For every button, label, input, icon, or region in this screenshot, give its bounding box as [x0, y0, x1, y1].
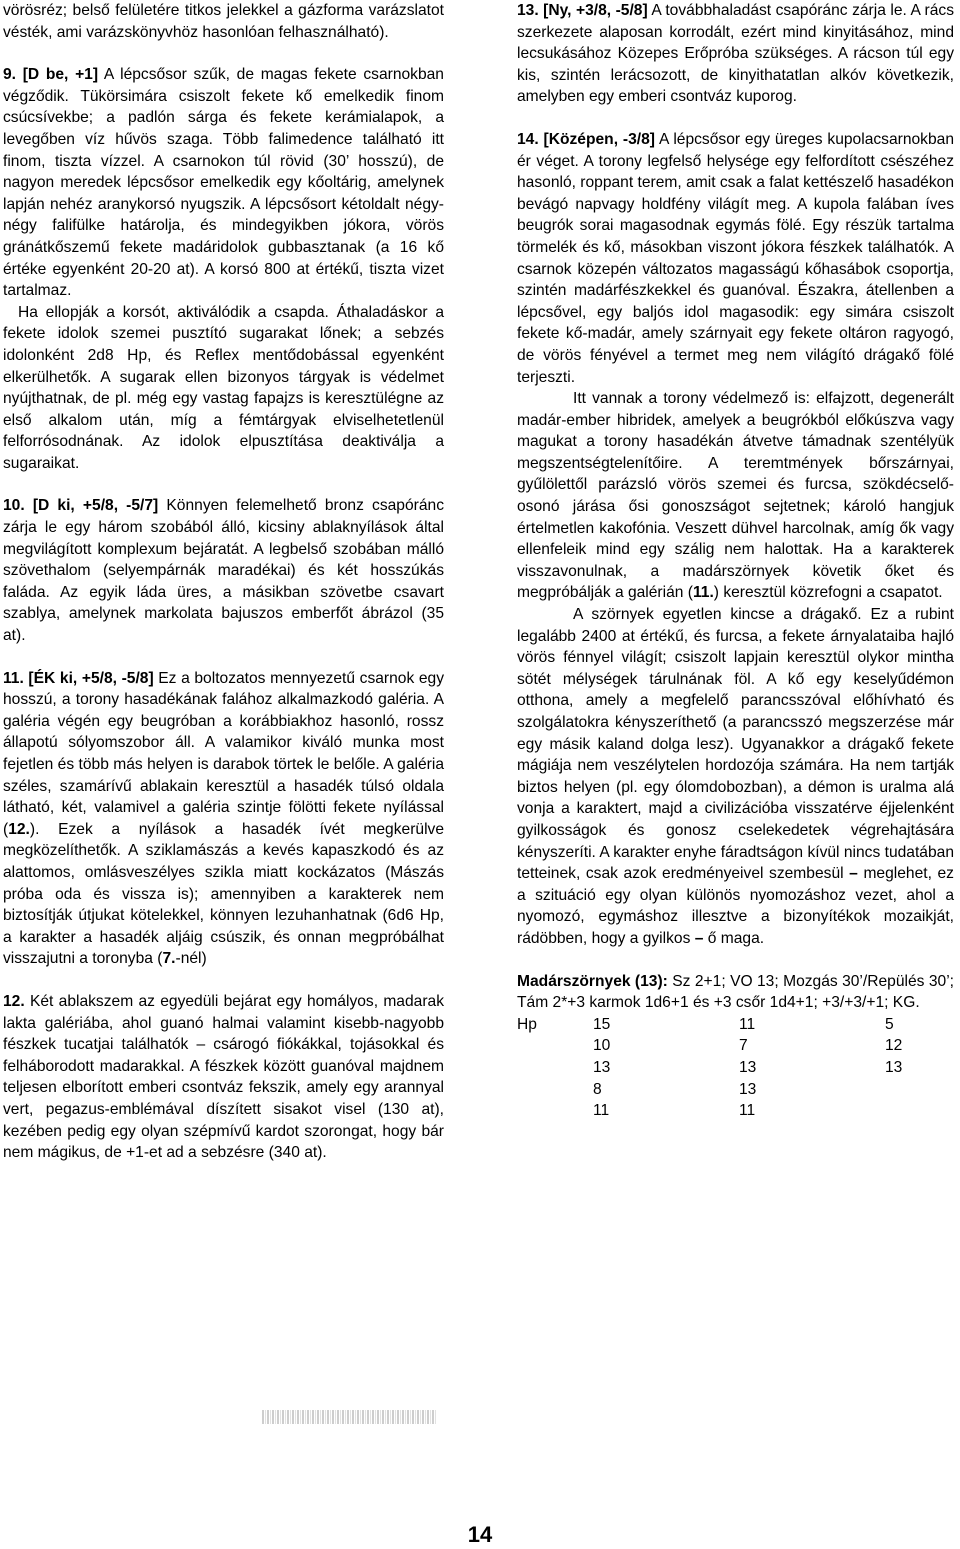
room-14-text: A lépcsősor egy üreges kupolacsarnokban ér véget. A torony legfelső helysége egy felfordított csészéhez hasonló, roppant terem, amit csak a falat kettészelő hasadékon bevágó napvagy holdfény világít meg. A kupola falában íves beugrók sorai magasodnak egymás fölé. Egy részük tartalma törmelék és kő, másokban viszont jókora fészkek találhatók. A csarnok közepén változatos magasságú kőhasábok csoportja, szintén madárfészkekkel és guanóval. Északra, átellenben a lépcsővel, egy baljós idol magasodik: egy simára csiszolt fekete kő-madár, amely szárnyait egy fekete oltáron ragyogó, de vörös fényével a termet meg nem világító drágakő fölé terjeszti. — [517, 130, 954, 386]
hp-cell: 11 — [739, 1102, 756, 1120]
hp-cell: 11 — [739, 1015, 756, 1033]
room-13-text: A továbbhaladást csapóránc zárja le. A rács szerkezete alaposan korrodált, ezért mind kinyitásához, mind lecsukásához Közepes Erőpróba szükséges. A rácson túl egy kis, szintén lerácsozott, de kinyithatatlan alkóv következik, amelyben egy emberi csontváz kuporog. — [517, 2, 954, 106]
room-12-paragraph — [3, 991, 444, 1164]
room-12-heading: 12. — [3, 992, 25, 1010]
hp-label: Hp — [517, 1015, 537, 1033]
hp-row — [517, 1057, 945, 1079]
room-9-trap-paragraph — [3, 302, 444, 475]
room-9-heading: 9. [D be, +1] — [3, 66, 99, 84]
room-10-text: Könnyen felemelhető bronz csapóránc zárja le egy három szobából álló, kicsiny ablaknyílások által megvilágított komplexum bejáratát. A legbelső szobában málló szövethalom (selyempárnák maradékai) és két hosszúkás faláda. Az egyik láda üres, a másikban szövetbe csavart szablya, amelynek markolata bajuszos emberfőt ábrázol (35 at). — [3, 497, 444, 645]
hp-row — [517, 1014, 945, 1036]
room-14-treasure-paragraph — [517, 604, 954, 950]
intro-paragraph — [3, 0, 444, 43]
page-number: 14 — [467, 1522, 493, 1547]
room-11-text-a: Ez a boltozatos mennyezetű csarnok egy hosszú, a torony hasadékának falához alkalmazkodó galéria. A galéria végén egy beugróban a korábbiakhoz hasonló, rossz állapotú sólyomszobor áll. A valamikor kiváló munka most fejetlen és több más helyen is darabok törtek le belőle. A galéria széles, szamárívű ablakain keresztül a hasadék túlsó oldala látható, két, valamivel a galéria szintje fölötti fekete nyílással ( — [3, 669, 444, 838]
room-13-heading: 13. [Ny, +3/8, -5/8] — [517, 2, 648, 19]
room-11-text-b: ). Ezek a nyílások a hasadék ívét megkerülve megközelíthetők. A sziklamászás a kevés kapaszkodó és az alattomos, omlásveszélyes szikla miatt kockázatos (Mászás próba oda és vissza is); amennyiben a karakterek nem biztosítják útjukat kötelekkel, könnyen lezuhanhatnak (6d6 Hp, a karakter a hasadék aljáig csúszik, és onnan megpróbálhat visszajutni a toronyba ( — [3, 820, 444, 968]
room-14-defenders-paragraph — [517, 388, 954, 604]
hp-row — [517, 1079, 945, 1101]
room-9-trap-text: Ha ellopják a korsót, aktiválódik a csapda. Áthaladáskor a fekete idolok szemei pusztító sugarakat lőnek; a sebzés idolonként 2d8 Hp, és Reflex mentődobással egyenként elkerülhetők. A sugarak ellen bizonyos tárgyak is védelmet nyújthatnak, de pl. még egy vastag fapajzs is keresztülégne az első alkalom után, míg a fémtárgyak elviselhetetlenül felforrósodnának. Az idolok elpusztítása deaktiválja a sugaraikat. — [3, 303, 444, 472]
room-11-ref-7: 7. — [162, 950, 176, 968]
intro-text: vörösréz; belső felületére titkos jelekkel a gázforma varázslatot vésték, ami varázskönyvhöz hasonlóan felhasználható). — [3, 2, 444, 41]
room-14-defenders-text-a: Itt vannak a torony védelmező is: elfajzott, degenerált madár-ember hibridek, amelyek a beugrókból előkúszva vagy magukat a torony hasadékán átvetve támadnak szentélyük megszentségtelenítőire. A teremtmények bőrszárnyai, gyűlölettől parázsló vörös szemei és furcsa, szökdécselő-osonó járása ősi gonoszságot sejtetnek; károló hangjuk értelmetlen kakofónia. Veszett dühvel harcolnak, amíg ők vagy ellenfeleik mind egy szálig nem halottak. Ha a karakterek visszavonulnak, a madárszörnyek követik őket és megpróbálják a galérián ( — [517, 390, 954, 602]
room-14-treasure-text-b: meglehet, ez a szituáció egy olyan különös nyomozáshoz vezet, ahol a nyomozó, egymáshoz illesztve a bizonyítékok mozaikját, rádöbben, hogy a gyilkos — [517, 865, 954, 947]
hp-cell: 13 — [885, 1058, 903, 1076]
hp-cell: 5 — [885, 1015, 894, 1033]
room-11-heading: 11. [ÉK ki, +5/8, -5/8] — [3, 669, 154, 687]
monster-stats: Sz 2+1; VO 13; Mozgás 30’/Repülés 30’; Tám 2*+3 karmok 1d6+1 és +3 csőr 1d4+1; +3/+3/+1; KG. — [517, 972, 954, 1012]
room-10-heading: 10. [D ki, +5/8, -5/7] — [3, 497, 159, 515]
monster-stat-line — [517, 971, 954, 1014]
room-14-dash-1: – — [849, 865, 858, 883]
hp-cell: 13 — [739, 1058, 757, 1076]
room-14-heading: 14. [Középen, -3/8] — [517, 130, 655, 148]
room-10-paragraph — [3, 495, 444, 646]
room-9-text: A lépcsősor szűk, de magas fekete csarnokban végződik. Tükörsimára csiszolt fekete kő emelkedik finom csúcsívekbe; a padlón sárga és fekete kerámialapok, a levegőben víz hűvös szaga. Több falimedence található itt finom, tiszta vízzel. A csarnokon túl rövid (30’ hosszú), de nagyon meredek lépcsősor emelkedik egy kőoltárig, amelynek lapján nehéz aranykorsó nyugszik. A lépcsősort kétoldalt négy-négy falifülke határolja, és mindegyikben jókora, vörös gránátkőszemű fekete madáridolok gubbasztanak (a 16 kő értéke egyenként 20-20 at). A korsó 800 at értékű, tiszta vizet tartalmaz. — [3, 66, 444, 300]
room-14-ref-11: 11. — [692, 584, 714, 602]
hp-cell: 13 — [739, 1080, 757, 1098]
room-9-paragraph — [3, 64, 444, 302]
monster-stat-block — [517, 971, 954, 1122]
room-12-text: Két ablakszem az egyedüli bejárat egy homályos, madarak lakta galériába, ahol guanó halmai valamint kisebb-nagyobb fészkek tucatjai találhatók – csárogó fiókákkal, tojásokkal és felháborodott madarakkal. A fészkek között guanóval majdnem teljesen elborított emberi csontváz fekszik, amely egy arannyal vert, pegazus-emblémával díszített sisakot visel (130 at), kezében pedig egy olyan szépmívű kardot szorongat, hogy bár nem mágikus, de +1-et ad a sebzésre (340 at). — [3, 992, 444, 1162]
room-11-ref-12: 12. — [8, 820, 30, 838]
monster-name: Madárszörnyek (13): — [517, 972, 668, 990]
room-11-text-c: -nél) — [175, 950, 207, 968]
hp-cell: 15 — [593, 1015, 611, 1033]
decorative-divider — [262, 1410, 437, 1424]
hp-cell: 7 — [739, 1037, 748, 1055]
hit-points-table — [517, 1014, 945, 1122]
left-column — [3, 0, 444, 1164]
hp-cell — [885, 1100, 945, 1122]
hp-cell: 10 — [593, 1037, 611, 1055]
room-14-dash-2: – — [694, 929, 704, 947]
hit-points-table-body — [517, 1014, 945, 1122]
room-14-treasure-text-c: ő maga. — [703, 929, 765, 947]
hp-cell: 8 — [593, 1080, 602, 1098]
room-11-paragraph — [3, 668, 444, 970]
room-14-treasure-text-a: A szörnyek egyetlen kincse a drágakő. Ez a rubint legalább 2400 at értékű, és furcsa, a fekete árnyalataiba hajló vörös fénnyel világít; csiszolt lapjain keresztül olykor mintha sötét mélységek tárulnának föl. A kő egy keselyűdémon otthona, amely a megfelelő parancsszóval előhívható és szolgálatokra kényszeríthető (a parancsszó megszerzése már egy másik kaland dolga lesz). Ugyanakkor a drágakő fekete mágiája nem veszélytelen hordozója számára. Ha nem tartják biztos helyen (pl. egy ólomdobozban), a démon is uralma alá vonja a karaktert, majd a civilizációba visszatérve éjjelenként gyilkosságok és gonosz cselekedetek végrehajtására kényszeríti. A karakter enyhe fáradtságon kívül nincs tudatában tetteinek, csak azok eredményeivel szembesül — [517, 606, 954, 883]
right-column — [517, 0, 954, 1122]
hp-cell — [885, 1079, 945, 1101]
hp-cell: 13 — [593, 1058, 611, 1076]
hp-row — [517, 1100, 945, 1122]
room-14-defenders-text-b: ) keresztül közrefogni a csapatot. — [713, 584, 943, 602]
room-14-paragraph — [517, 129, 954, 388]
room-13-paragraph — [517, 0, 954, 108]
hp-row — [517, 1035, 945, 1057]
hp-cell: 11 — [593, 1102, 610, 1120]
hp-cell: 12 — [885, 1037, 903, 1055]
